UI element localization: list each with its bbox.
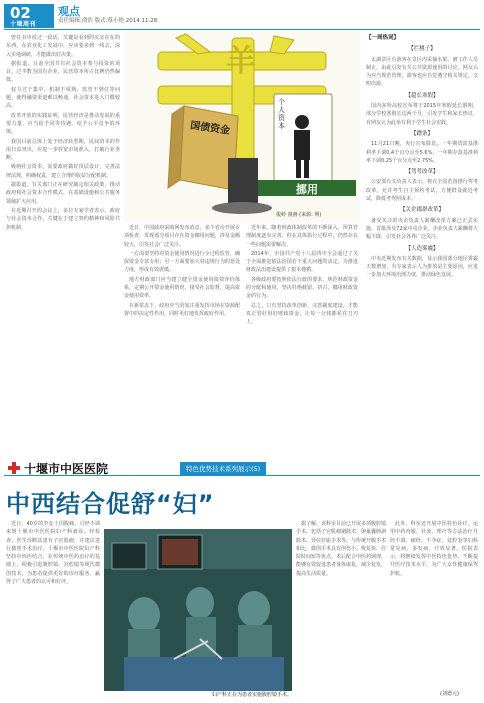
banner-divider bbox=[4, 475, 480, 476]
paragraph: 近日，40岁的李女士因腹痛、月经不调来到十堰市中医医院妇产科就诊。经检查，医生诊断其患有子宫肌瘤，并建议进行微创手术治疗。十堰市中医医院妇产科坚持中西医结合，在传统中医药治疗的基础上，积极引进腹腔镜、宫腔镜等现代微创技术，为患者提供更好的诊疗服务，赢得了广大患者的认可和好评。 bbox=[6, 521, 100, 586]
section-title: 观点 bbox=[58, 5, 80, 18]
cartoon-caption: 俊岭 漫画 (来源: 网) bbox=[276, 212, 322, 218]
weekly-hot-words-sidebar bbox=[366, 32, 478, 456]
paragraph: 据报道，目前全国共有社会资本参与投资的项目，过半数为国有企业，民营资本所占比例仍然偏低。 bbox=[6, 60, 120, 84]
paragraph: 据了解，该科室目前已开展多项腹腔镜手术，包括子宫肌瘤剔除术、卵巢囊肿剥除术、异位妊娠手术等。与传统开腹手术相比，微创手术具有创伤小、恢复快、住院时间短等优点。术后配合中医药调理，能够有效促进患者身体康复，减少复发，提高生活质量。 bbox=[296, 521, 386, 577]
sheep-character: 羊 bbox=[226, 44, 256, 79]
hot-word-text: 公安部有关负责人表示，将在全国范围推行驾考改革，允许考生自主预约考试，方便群众就近考试，降低考驾照成本。 bbox=[366, 179, 478, 203]
medical-cross-icon bbox=[8, 462, 20, 474]
paragraph: 改革开放的实践证明，民营经济是推动发展的重要力量，应当给予同等待遇，给予公平竞争的环境。 bbox=[6, 112, 120, 136]
photo-caption: 妇产科正在为患者实施腹腔镜手术。 bbox=[211, 692, 292, 698]
article-column-1 bbox=[6, 520, 100, 698]
paragraph: 据报道，有关部门正在研究制定相关政策，推动政府和社会资本合作模式，在基础设施和公共服务领域扩大应用。 bbox=[6, 182, 120, 205]
paragraph: 各级政府要按照依法行政的要求，规范财政资金的分配和使用，坚决杜绝截留、挤占、挪用财政资金的行为。 bbox=[246, 276, 358, 300]
paragraph: 一方面要坚持对资金使用情况进行全过程监管，确保资金专款专用；另一方面要加大对违规行为的惩处力度，形成有效震慑。 bbox=[124, 250, 240, 274]
sidebar-label: 【一周热词】 bbox=[366, 35, 400, 41]
series-label: 特色优势技术系列展示(5) bbox=[180, 462, 266, 475]
paragraph: 在新常态下，政府应当更加注重发挥市场在资源配置中的决定性作用，同时更好地发挥政府作用。 bbox=[124, 302, 240, 317]
hot-word-title: 【驾考改革】 bbox=[405, 169, 439, 176]
top-left-column bbox=[6, 34, 120, 454]
embezzle-label: 挪用 bbox=[296, 183, 318, 196]
paragraph: 吸纳社会资本，需要政府做好顶层设计，完善法律法规，明确权责，建立合理的收益分配机制。 bbox=[6, 164, 120, 179]
middle-column-2 bbox=[246, 224, 358, 454]
paragraph: 我国目前总体上处于经济转型期，民间资本的作用日益突出，应进一步放宽市场准入，打破行业垄断。 bbox=[6, 138, 120, 162]
hot-word-title: 【超长寒假】 bbox=[405, 92, 439, 99]
paragraph: 此外，科室还开展中医特色诊疗，运用中药内服、针灸、理疗等方法治疗月经不调、痛经、不孕症、盆腔炎等妇科常见病、多发病，疗效显著。医院表示，将继续发挥中医特色优势，不断提升医疗技术水平，为广大女性健康保驾护航。 bbox=[390, 521, 478, 577]
paper-name: 十堰周刊 bbox=[10, 21, 37, 28]
editor-meta: 责任编辑:俞浩 版式:蔡小艳 2014.11.28 bbox=[58, 18, 158, 24]
hot-word-text: 太湖景区有游客在景区内采摘水果，被工作人员制止，由此引发有关公共资源使用的讨论。网友认为应当规范管理，游客也应自觉遵守相关规定，文明出游。 bbox=[366, 56, 478, 88]
paragraph: 曾任书中说过一段话，关键是看到的实实在在的东西，在农业化工发展中，应该要多到一线去，深入实地调研，才能做出好决策。 bbox=[6, 35, 120, 58]
page-header bbox=[0, 0, 484, 30]
paragraph: 近日，中国政府采购网发布消息，多个省份开展专项检查，发现部分项目存在资金挪用问题，涉及金额较大，引发社会广泛关注。 bbox=[124, 225, 240, 248]
hot-word-text: 国内多所高校宣布将于2015年寒假延长假期，部分学校寒假长达两个月，引发学生和家长热议，有网友认为此举有利于学生社会实践。 bbox=[366, 103, 478, 126]
cartoon-illustration bbox=[124, 30, 360, 222]
paragraph: 地方财政部门应当建立健全资金使用绩效评价体系，定期公开资金使用情况，接受社会监督，提高资金使用效率。 bbox=[124, 276, 240, 300]
hot-word-text: 备受关注的央企负责人薪酬改革方案已正式实施，首批涉及72家中央企业，企业负责人薪酬将大幅下降，引发社会各界广泛关注。 bbox=[366, 217, 478, 241]
article-headline: 中西结合促舒“妇” bbox=[6, 490, 215, 518]
page-number: 02 bbox=[10, 4, 31, 22]
article-column-2 bbox=[296, 520, 386, 698]
paragraph: 在近期召开的会议上，多位专家学者表示，政府与社会资本合作，关键在于建立契约精神和风险共担机制。 bbox=[6, 207, 120, 231]
article-column-3 bbox=[390, 520, 478, 688]
paragraph: 总之，只有坚持改革创新，完善制度建设，才能真正管好用好财政资金，让每一分钱都花在刀刃上。 bbox=[246, 302, 358, 326]
middle-column-1 bbox=[124, 224, 240, 454]
paragraph: 近年来，随着财政体制改革的不断深入，预算管理制度逐步完善，但在具体执行过程中，仍然存在一些问题需要解决。 bbox=[246, 225, 358, 248]
private-capital-label: 个人资本 bbox=[278, 98, 285, 130]
surgery-scene bbox=[104, 529, 292, 691]
hot-word-title: 【蹭条】 bbox=[410, 130, 433, 137]
article-byline: (刘德元) bbox=[440, 691, 459, 697]
page-number-badge bbox=[4, 4, 54, 28]
hot-word-title: 【拦桃子】 bbox=[408, 46, 436, 53]
hospital-name: 十堰市中医医院 bbox=[24, 462, 109, 476]
paragraph: 2014年，中国共产党十八届四中全会通过了关于全面推进依法治国若干重大问题的决定，为推进财政法治建设提供了根本遵循。 bbox=[246, 250, 358, 274]
hot-word-title: 【人造雾霾】 bbox=[405, 245, 439, 252]
surgery-photo bbox=[104, 529, 292, 691]
hot-word-text: 11月21日晚，央行宣布降息，一年期贷款基准利率下调0.4个百分点至5.6%，一年期存款基准利率下调0.25个百分点至2.75%。 bbox=[366, 141, 478, 164]
hot-word-title: 【关企郡群改革】 bbox=[399, 207, 444, 214]
hospital-banner bbox=[4, 460, 480, 476]
paragraph: 权力过于集中、机制不成熟、监管不到位等问题，使得融资渠道难以畅通，社会资本进入门槛较高。 bbox=[6, 86, 120, 110]
treasury-bond-label: 国债资金 bbox=[189, 120, 231, 137]
hot-word-text: 中央近期发布有关数据，显示我国部分地区雾霾天数增加，有专家表示人为排放是主要原因，应进一步加大环境治理力度，推动绿色发展。 bbox=[366, 255, 478, 279]
